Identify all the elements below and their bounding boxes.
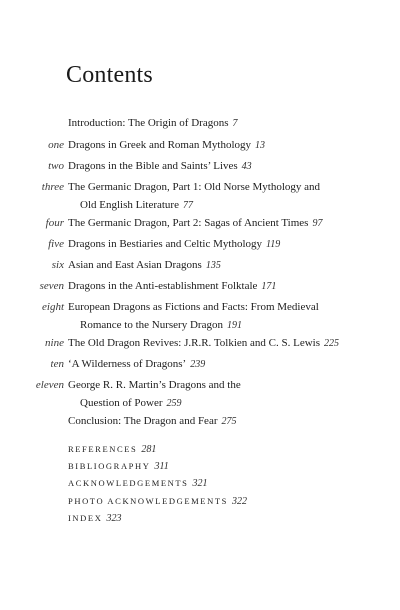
page-number: 281 bbox=[141, 444, 157, 455]
chapter-number: two bbox=[48, 160, 64, 172]
page-number: 322 bbox=[231, 495, 247, 507]
chapter-title bbox=[68, 335, 339, 352]
endmatter-entry bbox=[68, 510, 247, 527]
chapter-title-line: The Germanic Dragon, Part 1: Old Norse Mythology and bbox=[68, 181, 321, 193]
chapter-title-line: Dragons in the Bible and Saints’ Lives bbox=[68, 160, 238, 172]
page-number: 259 bbox=[166, 398, 182, 409]
chapter-title-line: Old English Literature bbox=[80, 199, 179, 211]
page-number: 225 bbox=[324, 338, 340, 349]
page-number: 7 bbox=[232, 118, 238, 129]
page-number: 13 bbox=[255, 140, 265, 151]
chapter-title-line: Introduction: The Origin of Dragons bbox=[68, 117, 229, 129]
page-title: Contents bbox=[66, 62, 153, 88]
page-number: 191 bbox=[226, 320, 242, 331]
endmatter-entry bbox=[68, 475, 247, 492]
chapter-title bbox=[68, 356, 205, 373]
page-number: 77 bbox=[182, 200, 193, 211]
page-number: 275 bbox=[221, 416, 237, 427]
chapter-title-continuation bbox=[68, 395, 241, 412]
chapter-title-line: European Dragons as Fictions and Facts: From Medieval bbox=[68, 301, 319, 313]
toc-endmatter-list bbox=[68, 441, 247, 527]
toc-entry bbox=[0, 413, 400, 429]
chapter-title bbox=[68, 115, 238, 132]
chapter-number: eight bbox=[42, 301, 64, 313]
chapter-title-line: Romance to the Nursery Dragon bbox=[80, 319, 223, 331]
chapter-title-line: Asian and East Asian Dragons bbox=[68, 259, 202, 271]
chapter-number: five bbox=[48, 238, 64, 250]
page-number: 171 bbox=[261, 281, 277, 292]
chapter-title-line: Dragons in Bestiaries and Celtic Mythology bbox=[68, 238, 262, 250]
toc-entry bbox=[0, 179, 400, 213]
page-number: 43 bbox=[241, 161, 252, 172]
chapter-title-continuation bbox=[68, 317, 319, 334]
chapter-title-line: The Germanic Dragon, Part 2: Sagas of Ancient Times bbox=[68, 217, 309, 229]
endmatter-label: BIBLIOGRAPHY bbox=[68, 461, 151, 472]
chapter-title-line: Dragons in the Anti-establishment Folktale bbox=[68, 280, 258, 292]
endmatter-label: PHOTO ACKNOWLEDGEMENTS bbox=[68, 495, 228, 506]
chapter-title-line: George R. R. Martin’s Dragons and the bbox=[68, 379, 241, 391]
toc-entry bbox=[0, 257, 400, 273]
page-number: 311 bbox=[154, 461, 169, 473]
endmatter-label: REFERENCES bbox=[68, 444, 138, 454]
endmatter-label: ACKNOWLEDGEMENTS bbox=[68, 478, 189, 489]
chapter-number: ten bbox=[50, 358, 64, 370]
chapter-title bbox=[68, 299, 319, 334]
chapter-number: four bbox=[45, 217, 64, 229]
chapter-number: nine bbox=[45, 337, 64, 349]
chapter-number: three bbox=[41, 181, 64, 193]
toc-entry bbox=[0, 335, 400, 351]
chapter-title-line: Conclusion: The Dragon and Fear bbox=[68, 415, 218, 427]
endmatter-entry bbox=[68, 458, 247, 475]
page-number: 321 bbox=[192, 478, 208, 490]
page-number: 239 bbox=[190, 359, 206, 370]
endmatter-label: INDEX bbox=[68, 512, 103, 523]
toc-entry bbox=[0, 137, 400, 153]
chapter-title-line: Question of Power bbox=[80, 397, 163, 409]
toc-entry bbox=[0, 115, 400, 131]
toc-entry bbox=[0, 377, 400, 411]
chapter-title bbox=[68, 257, 221, 274]
toc-entry bbox=[0, 236, 400, 252]
chapter-title bbox=[68, 179, 320, 214]
chapter-number: seven bbox=[39, 280, 64, 292]
page-number: 119 bbox=[266, 239, 281, 250]
toc-entry bbox=[0, 299, 400, 333]
page-number: 135 bbox=[205, 260, 221, 271]
chapter-title-line: ‘A Wilderness of Dragons’ bbox=[68, 358, 187, 370]
toc-entry bbox=[0, 158, 400, 174]
chapter-title-line: The Old Dragon Revives: J.R.R. Tolkien and C. S. Lewis bbox=[68, 337, 321, 349]
chapter-title bbox=[68, 137, 265, 154]
chapter-title bbox=[68, 236, 280, 253]
chapter-title-continuation bbox=[68, 197, 320, 214]
chapter-title bbox=[68, 278, 276, 295]
chapter-title bbox=[68, 413, 237, 430]
chapter-number: one bbox=[48, 139, 64, 151]
page-number: 323 bbox=[106, 512, 122, 524]
toc-entry bbox=[0, 356, 400, 372]
chapter-title bbox=[68, 215, 322, 232]
page-number: 97 bbox=[312, 218, 323, 229]
endmatter-entry bbox=[68, 441, 247, 458]
chapter-title bbox=[68, 377, 241, 412]
chapter-number: eleven bbox=[35, 379, 64, 391]
chapter-title-line: Dragons in Greek and Roman Mythology bbox=[68, 139, 251, 151]
toc-entry bbox=[0, 278, 400, 294]
endmatter-entry bbox=[68, 493, 247, 510]
chapter-number: six bbox=[51, 259, 64, 271]
toc-entry bbox=[0, 215, 400, 231]
chapter-title bbox=[68, 158, 252, 175]
